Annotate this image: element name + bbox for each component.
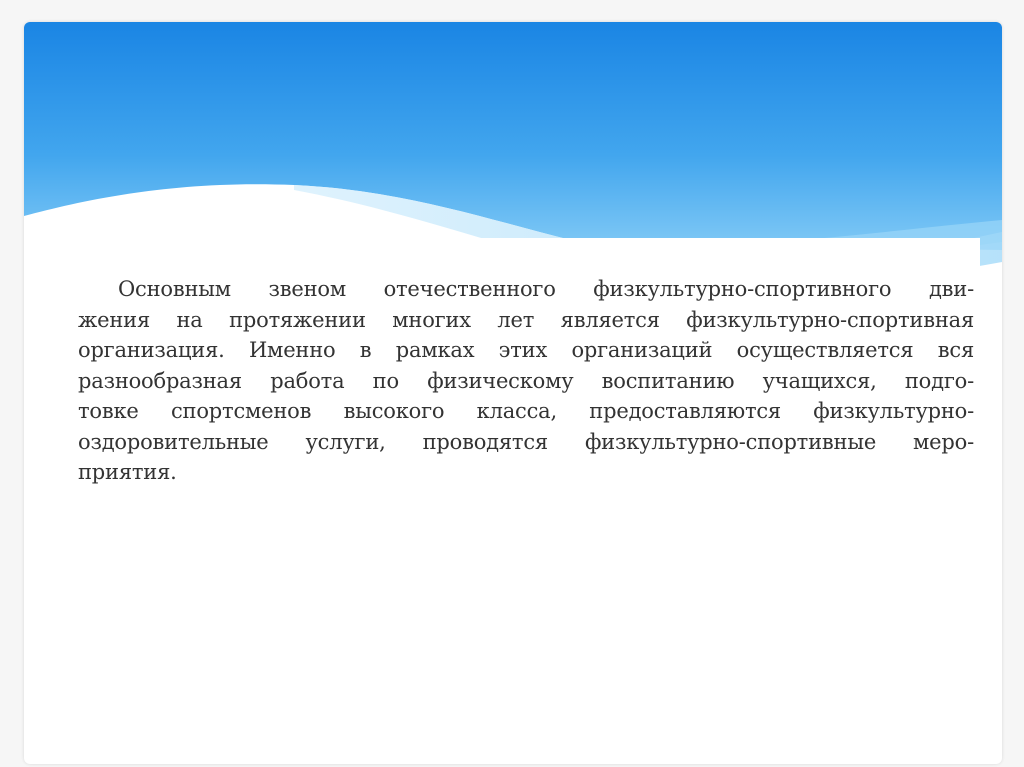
slide (24, 22, 1002, 764)
main-paragraph (78, 238, 974, 488)
paragraph-line-6: оздоровительные услуги, проводятся физкультурно-спортивные меро- (78, 429, 974, 454)
paragraph-line-1: Основным звеном отечественного физкультурно-спортивного дви- (118, 277, 974, 301)
paragraph-line-7: приятия. (78, 460, 177, 484)
text-panel (72, 238, 980, 498)
paragraph-line-4: разнообразная работа по физическому воспитанию учащихся, подго- (78, 368, 974, 393)
paragraph-line-3: организация. Именно в рамках этих организаций осуществляется вся (78, 338, 974, 362)
paragraph-line-5: товке спортсменов высокого класса, предоставляются физкультурно- (78, 399, 974, 423)
paragraph-line-2: жения на протяжении многих лет является физкультурно-спортивная (78, 307, 974, 332)
